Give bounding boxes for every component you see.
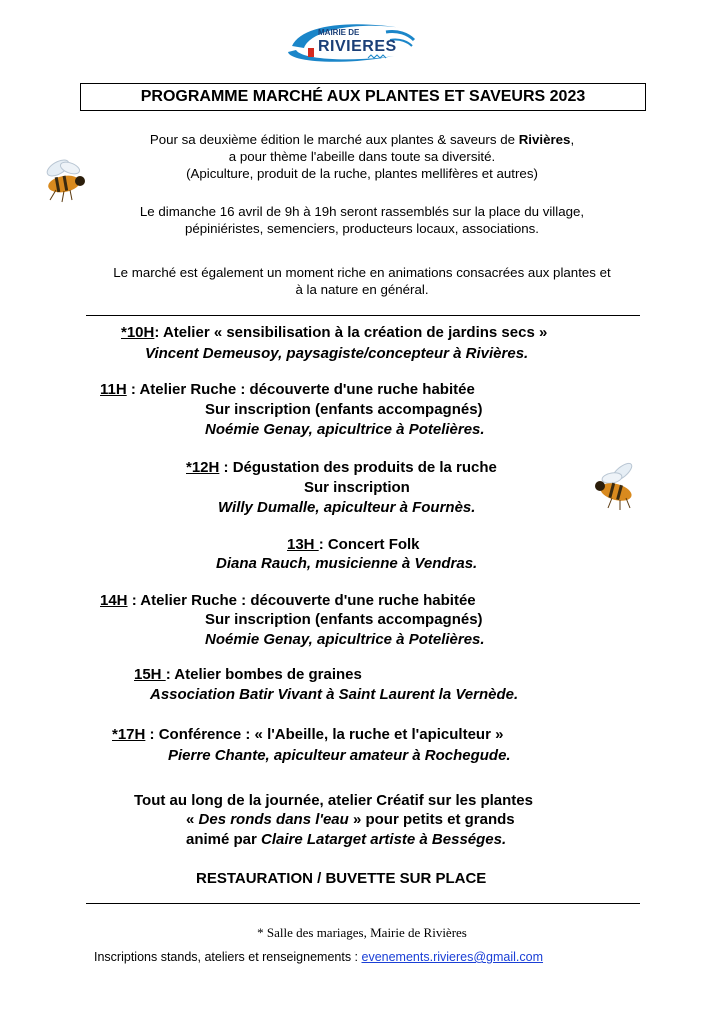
event-17h-title	[112, 725, 503, 745]
event-title: Conférence : « l'Abeille, la ruche et l'apiculteur »	[158, 726, 504, 743]
logo-line2: RIVIERES	[318, 38, 397, 55]
intro-line: pépiniéristes, semenciers, producteurs locaux, associations.	[184, 221, 540, 236]
all-day-text: » pour petits et grands	[348, 811, 515, 828]
event-14h-host: Noémie Genay, apicultrice à Potelières.	[205, 631, 485, 648]
footer-note: * Salle des mariages, Mairie de Rivières	[257, 925, 467, 940]
event-title: : Dégustation des produits de la ruche	[219, 459, 497, 476]
intro-line: a pour thème l'abeille dans toute sa diversité.	[228, 149, 496, 164]
event-11h-title	[100, 380, 475, 400]
event-12h-note: Sur inscription	[304, 479, 410, 496]
intro-text: Pour sa deuxième édition le marché aux plantes & saveurs de	[149, 132, 519, 147]
event-time: *12H	[186, 459, 220, 476]
intro-line: à la nature en général.	[295, 282, 429, 297]
logo-line1: MAIRIE DE	[318, 28, 360, 37]
divider-bottom	[86, 903, 640, 904]
event-13h-host: Diana Rauch, musicienne à Vendras.	[216, 555, 478, 572]
all-day-line-2	[186, 810, 515, 830]
event-15h-title	[134, 665, 362, 685]
all-day-workshop-name: Des ronds dans l'eau	[198, 811, 349, 828]
intro-line: Le dimanche 16 avril de 9h à 19h seront rassemblés sur la place du village,	[139, 204, 585, 219]
event-time: *10H	[121, 324, 155, 341]
all-day-artist: Claire Latarget artiste à Bességes.	[261, 831, 507, 848]
event-13h-title	[287, 535, 420, 555]
intro-line: Le marché est également un moment riche en animations consacrées aux plantes et	[113, 265, 611, 280]
event-title: : Atelier « sensibilisation à la création de jardins secs »	[154, 324, 548, 341]
event-time: 15H	[134, 666, 166, 683]
event-time: 14H	[100, 592, 128, 609]
event-time: 13H	[287, 536, 319, 553]
event-title: : Atelier Ruche : découverte d'une ruche habitée	[126, 381, 475, 398]
event-time: *17H	[112, 726, 146, 743]
event-15h-host: Association Batir Vivant à Saint Laurent la Vernède.	[150, 686, 519, 703]
intro-comma: ,	[570, 132, 575, 147]
event-title: :	[145, 726, 159, 743]
contact-label: Inscriptions stands, ateliers et renseignements :	[94, 950, 362, 964]
all-day-text: animé par	[186, 831, 262, 848]
event-12h-title	[186, 458, 497, 478]
all-day-line-3	[186, 830, 506, 850]
all-day-line-1: Tout au long de la journée, atelier Créatif sur les plantes	[134, 792, 533, 809]
event-17h-host: Pierre Chante, apiculteur amateur à Rochegude.	[168, 747, 511, 764]
event-11h-host: Noémie Genay, apicultrice à Potelières.	[205, 421, 485, 438]
page-title: PROGRAMME MARCHÉ AUX PLANTES ET SAVEURS 2023	[80, 83, 646, 111]
event-10h-title	[121, 323, 547, 343]
contact-email-link[interactable]: evenements.rivieres@gmail.com	[361, 950, 544, 964]
intro-town: Rivières	[518, 132, 571, 147]
event-14h-title	[100, 591, 476, 611]
event-title: : Atelier bombes de graines	[165, 666, 362, 683]
restauration-notice: RESTAURATION / BUVETTE SUR PLACE	[196, 870, 487, 887]
event-14h-note: Sur inscription (enfants accompagnés)	[205, 611, 483, 628]
event-title: : Concert Folk	[318, 536, 420, 553]
event-title: : Atelier Ruche : découverte d'une ruche habitée	[127, 592, 476, 609]
footer-contact	[94, 950, 543, 964]
all-day-text: «	[186, 811, 199, 828]
event-time: 11H	[100, 381, 127, 398]
event-12h-host: Willy Dumalle, apiculteur à Fournès.	[218, 499, 476, 516]
event-10h-host: Vincent Demeusoy, paysagiste/concepteur à Rivières.	[145, 345, 529, 362]
intro-line: (Apiculture, produit de la ruche, plantes mellifères et autres)	[186, 166, 538, 181]
event-11h-note: Sur inscription (enfants accompagnés)	[205, 401, 483, 418]
